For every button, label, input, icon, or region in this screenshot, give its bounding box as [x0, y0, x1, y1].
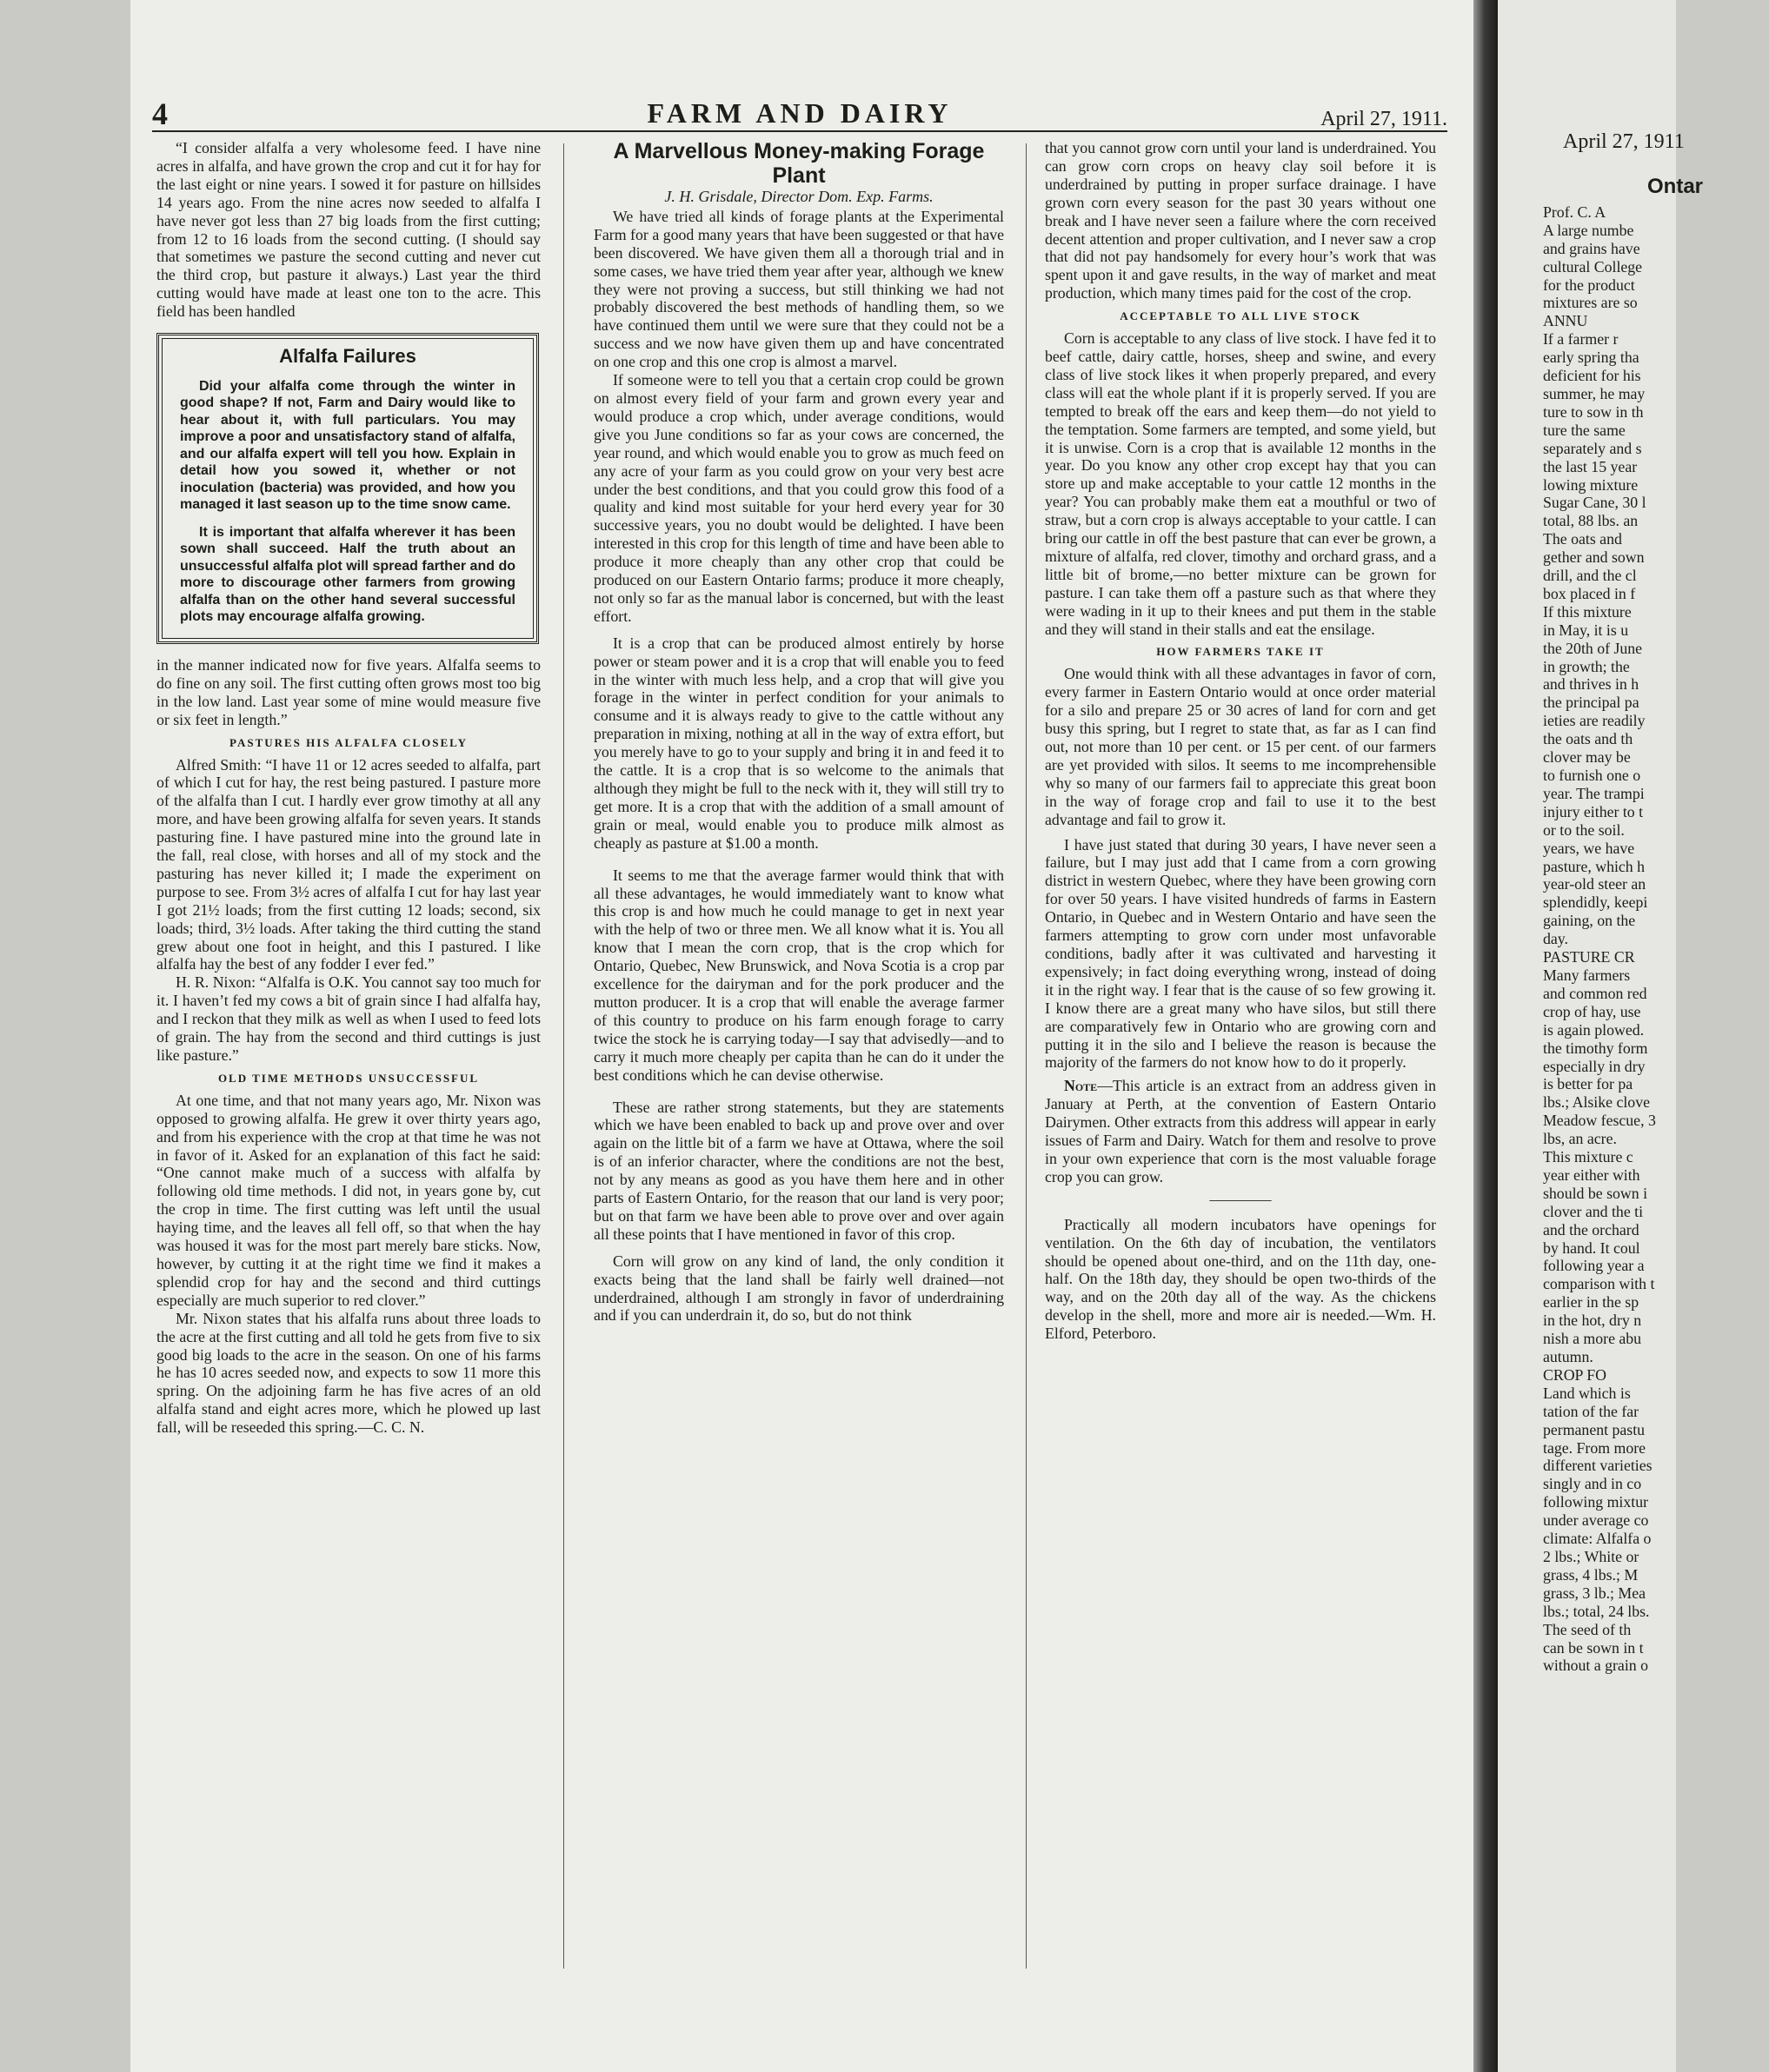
- text-line: lbs.; Alsike clove: [1543, 1093, 1650, 1112]
- text-line: splendidly, keepi: [1543, 893, 1648, 912]
- text-line: injury either to t: [1543, 802, 1644, 820]
- text-line: years, we have: [1543, 839, 1635, 857]
- paragraph: Corn will grow on any kind of land, the only condition it exacts being that the land shall be fairly well drained—not underdrained, although I am strongly in favor of underdraining and if you can underdrain it, do so, but do not think: [594, 1252, 1004, 1325]
- text-line: 2 lbs.; White or: [1543, 1547, 1639, 1565]
- text-line: under average co: [1543, 1511, 1649, 1530]
- masthead: FARM AND DAIRY: [647, 97, 953, 129]
- byline: J. H. Grisdale, Director Dom. Exp. Farms.: [664, 188, 934, 205]
- text-line: and the orchard: [1543, 1220, 1639, 1239]
- paragraph: that you cannot grow corn until your land is underdrained. You can grow corn crops on heavy clay soil before it is underdrained by putting in proper surface drainage. I have grown corn every season for the past 30 years without one break and I have never seen a failure where the corn received decent attention and proper cultivation, and I never saw a crop that did not pay handsomely for every hour’s work that was spent upon it and gave results, in the way of market and meat production, which many times paid for the cost of the crop.: [1045, 139, 1436, 302]
- text-line: CROP FO: [1543, 1365, 1606, 1384]
- text-line: box placed in f: [1543, 584, 1636, 602]
- adjacent-page-lines: [1543, 203, 1769, 1675]
- column-divider: [1026, 143, 1027, 1969]
- text-line: tage. From more: [1543, 1438, 1646, 1457]
- text-line: year. The trampi: [1543, 784, 1645, 802]
- paragraph: One would think with all these advantages in favor of corn, every farmer in Eastern Ontario would at once order material for a silo and prepare 25 or 30 acres of land for corn and get busy this spring, but I regret to state that, as far as I can find out, not more than 10 per cent. or 15 per cent. of our farmers are yet provided with silos. It seems to me incomprehensible why so many of our farmers fail to appreciate this great boon in the way of forage crop and fail to use it to the best advantage and fail to grow it.: [1045, 665, 1436, 828]
- text-line: the principal pa: [1543, 694, 1639, 712]
- note-paragraph: [1045, 1077, 1436, 1185]
- column-divider: [563, 143, 564, 1969]
- text-line: can be sown in t: [1543, 1638, 1644, 1657]
- text-line: day.: [1543, 930, 1568, 948]
- text-line: tation of the far: [1543, 1402, 1639, 1420]
- paragraph: “I consider alfalfa a very wholesome feed. I have nine acres in alfalfa, and have grown the crop and cut it for hay for the last eight or nine years. I sowed it for pasture on hillsides 14 years ago. From the nine acres now seeded to alfalfa I have never got less than 27 big loads from the first cutting; from 12 to 16 loads from the second cutting. (I should say that sometimes we pasture the second cutting and never cut the third crop, but pasture it always.) Last year the third cutting would have made at least one ton to the acre. This field has been handled: [156, 139, 541, 321]
- text-line: A large numbe: [1543, 221, 1634, 239]
- text-line: to furnish one o: [1543, 767, 1641, 784]
- text-line: permanent pastu: [1543, 1420, 1646, 1438]
- text-line: lowing mixture: [1543, 475, 1639, 494]
- issue-date: April 27, 1911.: [1320, 108, 1447, 130]
- text-line: If this mixture: [1543, 602, 1632, 621]
- box-paragraph: Did your alfalfa come through the winter in good shape? If not, Farm and Dairy would like to hear about it, with full particulars. You may improve a poor and unsatisfactory stand of alfalfa, and our alfalfa expert will tell you how. Explain in detail how you sowed it, whether or not inoculation (bacteria) was provided, and how you managed it last season up to the time snow came.: [180, 378, 515, 513]
- text-line: The oats and: [1543, 530, 1622, 548]
- text-line: Land which is: [1543, 1384, 1631, 1402]
- text-line: ture the same: [1543, 421, 1626, 439]
- text-line: the 20th of June: [1543, 639, 1643, 657]
- text-line: or to the soil.: [1543, 820, 1625, 839]
- paragraph: in the manner indicated now for five years. Alfalfa seems to do fine on any soil. The first cutting often grows most too big in the low land. Last year some of mine would measure five or six feet in length.”: [156, 655, 541, 728]
- paragraph: Corn is acceptable to any class of live stock. I have fed it to beef cattle, dairy cattle, horses, sheep and swine, and every class of live stock likes it when properly prepared, and every class will eat the whole plant if it is properly served. If you are tempted to break off the ears and keep them—do not yield to the temptation. Some farmers are tempted, and some yield, but it is unwise. Corn is a crop that is available 12 months in the year. Do you know any other crop except hay that you can store up and make acceptable to your cattle 12 months in the year? You can probably make them eat a mouthful or two of straw, but a corn crop is always acceptable to your cattle. I can bring our cattle in off the best pasture that can ever be grown, a mixture of alfalfa, red clover, timothy and orchard grass, and a little bit of brome,—no better mixture can be grown for pasture. I can take them off a pasture such as that where they were wading in it up to their knees and put them in the stable and they will stand in their stalls and eat the ensilage.: [1045, 329, 1436, 638]
- text-line: climate: Alfalfa o: [1543, 1530, 1652, 1548]
- text-line: should be sown i: [1543, 1184, 1648, 1202]
- text-line: ture to sow in th: [1543, 402, 1644, 421]
- text-line: summer, he may: [1543, 384, 1646, 402]
- text-line: especially in dry: [1543, 1057, 1646, 1075]
- text-line: year-old steer an: [1543, 875, 1646, 893]
- subheading: HOW FARMERS TAKE IT: [1156, 645, 1325, 659]
- column-1: [156, 139, 541, 1437]
- text-line: gether and sown: [1543, 548, 1645, 567]
- text-line: singly and in co: [1543, 1475, 1642, 1493]
- text-line: This mixture c: [1543, 1148, 1633, 1166]
- paragraph: It seems to me that the average farmer would think that with all these advantages, he would immediately want to know what this crop is and how much he could manage to get in next year with the help of two or three men. We all know what it is. You all know that I mean the corn crop, that is the crop which for Ontario, Quebec, New Brunswick, and Nova Scotia is a crop par excellence for the dairyman and for the pork producer and the mutton producer. It is a crop that will enable the average farmer of this country to produce on his farm enough forage to carry twice the stock he is carrying today—I say that advisedly—and to carry it much more cheaply per capita than he can do it under the best conditions which he can devise otherwise.: [594, 866, 1004, 1084]
- text-line: clover may be: [1543, 748, 1631, 767]
- text-line: and grains have: [1543, 239, 1640, 257]
- text-line: total, 88 lbs. an: [1543, 512, 1639, 530]
- text-line: mixtures are so: [1543, 294, 1638, 312]
- text-line: in growth; the: [1543, 657, 1630, 675]
- text-line: pasture, which h: [1543, 857, 1646, 875]
- subheading: ACCEPTABLE TO ALL LIVE STOCK: [1120, 309, 1361, 323]
- text-line: crop of hay, use: [1543, 1002, 1641, 1020]
- subheading: PASTURES HIS ALFALFA CLOSELY: [229, 735, 469, 749]
- text-line: the last 15 year: [1543, 457, 1638, 475]
- text-line: lbs, an acre.: [1543, 1130, 1617, 1148]
- text-line: in the hot, dry n: [1543, 1312, 1642, 1330]
- text-line: without a grain o: [1543, 1657, 1648, 1675]
- box-paragraph: It is important that alfalfa wherever it has been sown shall succeed. Half the truth about an unsuccessful alfalfa plot will spread farther and do more to discourage other farmers from growing alfalfa than on the other hand several successful plots may encourage alfalfa growing.: [180, 524, 515, 625]
- alfalfa-failures-box: [156, 333, 539, 644]
- header-rule: [152, 130, 1447, 132]
- text-line: the oats and th: [1543, 730, 1633, 748]
- text-line: If a farmer r: [1543, 330, 1619, 349]
- paragraph: These are rather strong statements, but they are statements which we have been enabled to back up and prove over and over again on the little bit of a farm we have at Ottawa, where the soil is of an inferior character, where the conditions are not the best, not by any means as good as you have them here and in other parts of Eastern Ontario, for the reason that our land is very poor; but on that farm we have been able to prove over and over again all these points that I have mentioned in favor of this crop.: [594, 1098, 1004, 1243]
- page-number: 4: [152, 96, 168, 131]
- text-line: comparison with t: [1543, 1275, 1655, 1293]
- text-line: nish a more abu: [1543, 1330, 1642, 1348]
- column-3: [1045, 139, 1436, 1343]
- text-line: by hand. It coul: [1543, 1239, 1640, 1257]
- text-line: is better for pa: [1543, 1075, 1633, 1093]
- paragraph: It is a crop that can be produced almost entirely by horse power or steam power and it is a crop that will enable you to feed in the winter with much less help, and a crop that will give you forage in the winter in perfect condition for your animals to consume and it is always ready to give to the cattle without any preparation in mixing, nothing at all in the way of extra effort, but you merely have to go to your supply and bring it in and feed it to the cattle. It is a crop that is so welcome to the animals that although they might be full to the neck with it, they will still try to get more. It is a crop that with the addition of a small amount of grain or meal, would enable you to produce milk almost as cheaply as pasture at $1.00 a month.: [594, 634, 1004, 852]
- paragraph: At one time, and that not many years ago, Mr. Nixon was opposed to growing alfalfa. He grew it over thirty years ago, and from his experience with the crop at that time he was not in favor of it. Asked for an explanation of this fact he said: “One cannot make much of a success with alfalfa by following old time methods. I did not, in years gone by, cut the crop in time. The first cutting was left until the usual haying time, and the leaves all fell off, so that when the hay was housed it was for the most part merely bare sticks. Now, however, by cutting it at the right time we find it makes a splendid crop for hay and the second and third cuttings especially are much superior to red clover.”: [156, 1091, 541, 1309]
- text-line: ANNU: [1543, 312, 1588, 330]
- paragraph: We have tried all kinds of forage plants at the Experimental Farm for a good many years that have been suggested or that have been discovered. We have given them all a thorough trial and in some cases, we have tried them year after year, although we knew they were not proving a success, but still thinking we had not probably discovered the best methods of handling them, so we have continued them until we were sure that they could not be a success and we now have given them up and have concentrated on one crop and this one crop is almost a marvel.: [594, 207, 1004, 371]
- text-line: and common red: [1543, 984, 1647, 1002]
- text-line: lbs.; total, 24 lbs.: [1543, 1602, 1650, 1620]
- text-line: grass, 4 lbs.; M: [1543, 1565, 1639, 1584]
- text-line: following mixtur: [1543, 1493, 1649, 1511]
- text-line: Meadow fescue, 3: [1543, 1112, 1656, 1130]
- text-line: clover and the ti: [1543, 1202, 1644, 1220]
- text-line: The seed of th: [1543, 1620, 1632, 1638]
- adjacent-page: [1498, 0, 1704, 2072]
- text-line: for the product: [1543, 276, 1635, 294]
- paragraph: H. R. Nixon: “Alfalfa is O.K. You cannot say too much for it. I haven’t fed my cows a bit of grain since I had alfalfa hay, and I reckon that they milk as well as when I used to feed lots of grain. The hay from the second and third cuttings is just like pasture.”: [156, 973, 541, 1064]
- section-divider: ————: [1209, 1190, 1272, 1208]
- text-line: year either with: [1543, 1166, 1640, 1184]
- text-line: ieties are readily: [1543, 712, 1646, 730]
- column-2: [594, 139, 1004, 1325]
- adjacent-page-date: April 27, 1911: [1563, 130, 1685, 153]
- note-label: Note: [1064, 1077, 1098, 1095]
- text-line: PASTURE CR: [1543, 948, 1635, 966]
- text-line: different varieties: [1543, 1457, 1653, 1475]
- text-line: and thrives in h: [1543, 675, 1639, 694]
- text-line: following year a: [1543, 1257, 1645, 1275]
- text-line: autumn.: [1543, 1348, 1593, 1365]
- text-line: Prof. C. A: [1543, 203, 1606, 221]
- text-line: the timothy form: [1543, 1039, 1648, 1057]
- page-gutter: [1473, 0, 1498, 2072]
- text-line: earlier in the sp: [1543, 1293, 1639, 1312]
- note-text: —This article is an extract from an address given in January at Perth, at the convention of Eastern Ontario Dairymen. Other extracts from this address will appear in early issues of Farm and Dairy. Watch for them and resolve to prove in your own experience that corn is the most valuable forage crop you can grow.: [1045, 1077, 1436, 1185]
- text-line: Sugar Cane, 30 l: [1543, 494, 1646, 512]
- adjacent-page-column: [1543, 175, 1769, 1675]
- text-line: in May, it is u: [1543, 621, 1629, 639]
- text-line: Many farmers: [1543, 966, 1631, 984]
- text-line: cultural College: [1543, 257, 1643, 276]
- text-line: grass, 3 lb.; Mea: [1543, 1584, 1646, 1602]
- text-line: deficient for his: [1543, 367, 1641, 385]
- text-line: gaining, on the: [1543, 912, 1636, 930]
- text-line: is again plowed.: [1543, 1020, 1645, 1039]
- text-line: separately and s: [1543, 439, 1642, 457]
- paragraph: If someone were to tell you that a certain crop could be grown on almost every field of your farm and grown every year and would produce a crop which, under average conditions, would give you June conditions so far as your cows are concerned, the year round, and which would enable you to grow as much feed on any acre of your farm as you could grow on your very best acre under the best conditions, and that you could grow this food of a quality and kind most suitable for your herd every year for 30 successive years, you no doubt would be delighted. I have been interested in this crop for this length of time and have been able to produce it more cheaply than any other crop that could be produced on our Eastern Ontario farms; produce it more cheaply, not only so far as the manual labor is concerned, but with the least effort.: [594, 371, 1004, 625]
- paragraph: Practically all modern incubators have openings for ventilation. On the 6th day of incubation, the ventilators should be opened about one-third, and on the 11th day, one-half. On the 18th day, they should be open two-thirds of the way, and on the 20th day all of the way. As the chickens develop in the shell, more and more air is needed.—Wm. H. Elford, Peterboro.: [1045, 1215, 1436, 1343]
- text-line: early spring tha: [1543, 349, 1639, 367]
- paragraph: Mr. Nixon states that his alfalfa runs about three loads to the acre at the first cutting and all told he gets from five to six good big loads to the acre in the season. On one of his farms he has 10 acres seeded now, and expects to sow 11 more this spring. On the adjoining farm he has five acres of an old alfalfa stand and eight acres more, which he plowed up last fall, will be reseeded this spring.—C. C. N.: [156, 1309, 541, 1437]
- box-title: Alfalfa Failures: [279, 345, 416, 368]
- paragraph: Alfred Smith: “I have 11 or 12 acres seeded to alfalfa, part of which I cut for hay, the rest being pastured. I pasture more of the alfalfa than I cut. I hardly ever grow timothy at all any more, and have been growing alfalfa for seven years. It stands pasturing fine. I have pastured mine into the ground late in the fall, real close, with horses and all of my stock and the pasturing has never killed it; I made the experiment on purpose to see. From 3½ acres of alfalfa I cut for hay last year I got 21½ loads; from the first cutting 12 loads; second, six loads; third, 3½ loads. After taking the third cutting the stand grew about one foot in height, and this I pastured. I like alfalfa hay the best of any fodder I ever fed.”: [156, 755, 541, 973]
- subheading: OLD TIME METHODS UNSUCCESSFUL: [217, 1071, 480, 1085]
- adjacent-page-title: Ontar: [1647, 175, 1704, 198]
- page-header: [152, 96, 1447, 130]
- text-line: drill, and the cl: [1543, 567, 1637, 585]
- article-title: A Marvellous Money-making Forage Plant: [613, 139, 985, 188]
- paragraph: I have just stated that during 30 years, I have never seen a failure, but I may just add that I came from a corn growing district in western Quebec, where they have been growing corn for over 50 years. I have visited hundreds of farms in Eastern Ontario, in Quebec and in Western Ontario and have seen the farmers attempting to grow corn under most unfavorable conditions, badly after it was cultivated and harvesting it expensively; in fact doing everything wrong, instead of doing it in the right way. I fear that is the cause of so few growing it. I know there are a great many who have silos, but still there are comparatively few in Ontario who are growing corn and putting it in the silo and I believe the reason is because the majority of the farmers do not know how to do it properly.: [1045, 835, 1436, 1072]
